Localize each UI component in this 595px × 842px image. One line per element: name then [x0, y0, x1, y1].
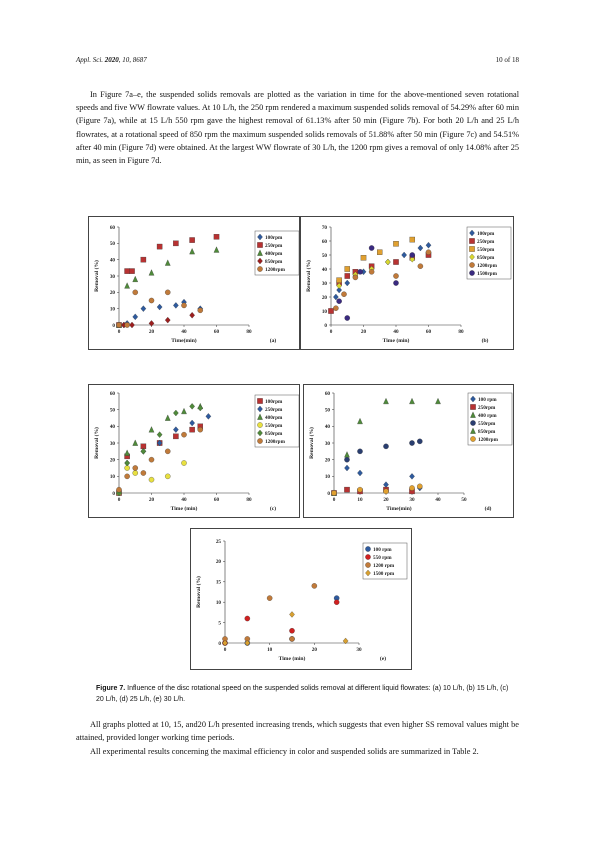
- y-tick-label: 60: [324, 390, 330, 397]
- data-point: [141, 257, 146, 262]
- data-point: [149, 477, 154, 482]
- legend-marker: [469, 270, 474, 275]
- y-tick-label: 0: [112, 322, 115, 329]
- legend-label: 250rpm: [265, 407, 283, 413]
- data-point: [173, 434, 178, 439]
- y-tick-label: 50: [109, 241, 115, 248]
- legend-label: 250rpm: [477, 239, 495, 245]
- page-number: 10 of 18: [495, 56, 519, 64]
- y-axis-label: Removal (%): [94, 427, 100, 459]
- x-tick-label: 20: [148, 497, 155, 503]
- data-point: [190, 403, 195, 409]
- legend-marker: [470, 436, 475, 441]
- y-tick-label: 40: [109, 424, 115, 431]
- data-point: [125, 450, 130, 456]
- body-paragraph-1: In Figure 7a–e, the suspended solids removals are plotted as the variation in time for the above-mentioned seven rotational speeds and five WW flowrate values. At 10 L/h, the 250 rpm rendered a maximum suspended solids removal of 54.29% after 60 min (Figure 7a), while at 15 L/h 550 rpm gave the highest removal of 61.13% after 50 min (Figure 7b). For both 20 L/h and 25 L/h flowrates, at a rotational speed of 850 rpm the maximum suspended solids removals of 51.88% after 50 min (Figure 7c) and 54.51% after 40 min (Figure 7d) were obtained. At the largest WW flowrate of 30 L/h, the 1200 rpm gives a removal of only 14.08% after 25 min, as seen in Figure 7d.: [76, 90, 519, 166]
- x-tick-label: 80: [246, 329, 252, 335]
- data-point: [393, 241, 398, 246]
- data-point: [337, 299, 342, 304]
- data-point: [190, 248, 195, 254]
- y-axis-label: Removal (%): [196, 576, 202, 608]
- legend-label: 250rpm: [265, 243, 283, 249]
- panel-label: (d): [484, 506, 492, 512]
- y-axis-label: Removal (%): [306, 260, 312, 292]
- legend-label: 1200rpm: [265, 267, 285, 273]
- y-tick-label: 10: [109, 474, 115, 481]
- data-point: [125, 322, 130, 327]
- x-tick-label: 20: [148, 329, 155, 335]
- y-tick-label: 50: [109, 407, 115, 414]
- legend-label: 850rpm: [477, 255, 495, 261]
- data-point: [190, 237, 195, 242]
- data-point: [357, 418, 362, 424]
- x-tick-label: 20: [383, 497, 389, 503]
- y-tick-label: 20: [109, 290, 115, 297]
- data-point: [409, 473, 414, 479]
- data-point: [369, 245, 374, 250]
- legend-label: 1500 rpm: [373, 571, 395, 577]
- data-point: [383, 482, 388, 488]
- data-point: [181, 303, 186, 308]
- data-point: [157, 304, 162, 310]
- x-axis-label: Time(min): [386, 506, 412, 512]
- x-tick-label: 60: [213, 329, 220, 335]
- y-tick-label: 0: [324, 322, 327, 329]
- data-point: [418, 264, 423, 269]
- data-point: [409, 440, 414, 445]
- data-point: [383, 398, 388, 404]
- data-point: [402, 252, 407, 258]
- legend-label: 1200 rpm: [373, 563, 395, 569]
- y-tick-label: 60: [109, 390, 115, 397]
- data-point: [133, 440, 138, 446]
- journal-volume: 10: [122, 56, 130, 64]
- data-point: [289, 636, 294, 641]
- y-tick-label: 10: [215, 600, 221, 606]
- y-tick-label: 10: [109, 306, 115, 313]
- y-tick-label: 60: [321, 238, 327, 245]
- data-point: [344, 452, 349, 458]
- data-point: [149, 298, 154, 303]
- data-point: [341, 292, 346, 297]
- x-tick-label: 0: [332, 497, 336, 503]
- legend-marker: [257, 242, 262, 247]
- legend-label: 100rpm: [265, 399, 283, 405]
- panel-label: (b): [481, 338, 489, 344]
- data-point: [417, 439, 422, 444]
- data-point: [125, 460, 130, 466]
- legend-marker: [469, 246, 474, 251]
- panel-label: (e): [379, 656, 387, 662]
- data-point: [361, 255, 366, 260]
- data-point: [198, 427, 203, 432]
- legend-label: 550rpm: [478, 421, 496, 427]
- data-point: [149, 427, 154, 433]
- legend-marker: [257, 266, 262, 271]
- data-point: [165, 290, 170, 295]
- x-tick-label: 0: [117, 497, 121, 503]
- legend-label: 850rpm: [265, 259, 283, 265]
- chart-b-svg: [301, 217, 513, 349]
- data-point: [149, 270, 154, 276]
- chart-panel-c: [88, 384, 300, 518]
- y-tick-label: 20: [215, 559, 221, 566]
- y-axis-label: Removal (%): [94, 260, 100, 292]
- data-point: [173, 410, 178, 416]
- chart-panel-a: [88, 216, 300, 350]
- data-point: [345, 273, 350, 278]
- legend-marker: [365, 554, 370, 559]
- data-point: [345, 266, 350, 271]
- data-point: [267, 596, 272, 601]
- data-point: [133, 290, 138, 295]
- legend-marker: [469, 262, 474, 267]
- legend-label: 550rpm: [477, 247, 495, 253]
- y-tick-label: 20: [324, 457, 330, 464]
- legend-label: 100rpm: [477, 231, 495, 237]
- data-point: [133, 314, 138, 320]
- y-tick-label: 30: [324, 440, 330, 447]
- x-axis-label: Time (min): [170, 506, 198, 512]
- data-point: [344, 465, 349, 471]
- data-point: [312, 583, 317, 588]
- data-point: [173, 427, 178, 433]
- data-point: [426, 250, 431, 255]
- legend-label: 400 rpm: [478, 413, 497, 419]
- data-point: [181, 408, 186, 414]
- data-point: [393, 259, 398, 264]
- y-tick-label: 25: [215, 538, 221, 545]
- data-point: [214, 247, 219, 253]
- data-point: [190, 420, 195, 426]
- legend-marker: [365, 546, 370, 551]
- data-point: [331, 490, 336, 495]
- x-tick-label: 0: [223, 647, 227, 653]
- x-tick-label: 40: [393, 329, 399, 335]
- chart-a-svg: [89, 217, 299, 349]
- x-tick-label: 30: [356, 647, 362, 653]
- data-point: [345, 315, 350, 320]
- y-tick-label: 40: [324, 424, 330, 431]
- data-point: [165, 260, 170, 266]
- x-tick-label: 80: [246, 497, 252, 503]
- data-point: [141, 448, 146, 454]
- y-tick-label: 10: [324, 474, 330, 481]
- data-point: [417, 484, 422, 489]
- legend-label: 400rpm: [265, 415, 283, 421]
- x-tick-label: 40: [435, 497, 441, 503]
- x-tick-label: 10: [357, 497, 363, 503]
- data-point: [409, 398, 414, 404]
- y-tick-label: 30: [321, 280, 327, 287]
- x-tick-label: 60: [213, 497, 220, 503]
- data-point: [383, 489, 388, 494]
- figure-caption-text: Influence of the disc rotational speed on the suspended solids removal at different liquid flowrates: (a) 10 L/h, (b) 15 L/h, (c) 20 L/h, (d) 25 L/h, (e) 30 L/h.: [96, 685, 509, 703]
- chart-panel-b: [300, 216, 514, 350]
- data-point: [116, 487, 121, 492]
- data-point: [149, 320, 154, 326]
- data-point: [157, 432, 162, 438]
- data-point: [125, 269, 130, 274]
- figure-caption: [96, 684, 516, 705]
- y-tick-label: 40: [321, 266, 327, 273]
- legend-label: 100rpm: [265, 235, 283, 241]
- legend-marker: [469, 238, 474, 243]
- panel-label: (a): [269, 338, 277, 344]
- data-point: [377, 250, 382, 255]
- data-point: [133, 470, 138, 475]
- body-paragraph-2: All graphs plotted at 10, 15, and20 L/h presented increasing trends, which suggests that even higher SS removal values might be attained, provided longer working time periods.: [76, 720, 519, 743]
- data-point: [328, 308, 333, 313]
- data-point: [198, 308, 203, 313]
- data-point: [385, 259, 390, 265]
- data-point: [173, 241, 178, 246]
- figure-label: Figure 7.: [96, 685, 126, 692]
- panel-label: (c): [269, 506, 277, 512]
- legend-marker: [257, 422, 262, 427]
- data-point: [333, 306, 338, 311]
- legend-label: 100 rpm: [373, 547, 392, 553]
- y-tick-label: 60: [109, 224, 115, 231]
- y-tick-label: 70: [321, 224, 327, 231]
- y-tick-label: 30: [109, 273, 115, 280]
- legend-label: 250rpm: [478, 405, 496, 411]
- data-point: [369, 269, 374, 274]
- data-point: [181, 460, 186, 465]
- y-tick-label: 5: [218, 620, 221, 627]
- data-point: [344, 457, 349, 462]
- data-point: [337, 278, 342, 283]
- y-tick-label: 20: [109, 457, 115, 464]
- data-point: [410, 237, 415, 242]
- x-tick-label: 20: [311, 647, 317, 653]
- data-point: [289, 628, 294, 633]
- x-tick-label: 30: [409, 497, 415, 503]
- chart-c-svg: [89, 385, 299, 517]
- x-tick-label: 80: [458, 329, 464, 335]
- data-point: [214, 234, 219, 239]
- data-point: [393, 273, 398, 278]
- data-point: [206, 413, 211, 419]
- data-point: [133, 276, 138, 282]
- x-tick-label: 0: [329, 329, 333, 335]
- body-paragraph-3: All experimental results concerning the maximal efficiency in color and suspended solids are summarized in Table 2.: [90, 747, 479, 756]
- data-point: [165, 415, 170, 421]
- x-tick-label: 40: [181, 497, 187, 503]
- legend-marker: [470, 420, 475, 425]
- data-point: [357, 470, 362, 476]
- data-point: [141, 306, 146, 312]
- data-point: [129, 269, 134, 274]
- x-tick-label: 10: [267, 647, 273, 653]
- x-axis-label: Time (min): [278, 656, 306, 662]
- y-tick-label: 50: [324, 407, 330, 414]
- legend-marker: [257, 398, 262, 403]
- y-tick-label: 20: [321, 294, 327, 301]
- data-point: [426, 242, 431, 248]
- data-point: [133, 465, 138, 470]
- y-tick-label: 15: [215, 579, 221, 586]
- chart-e-svg: [191, 529, 411, 669]
- journal-year: 2020: [104, 56, 119, 64]
- data-point: [173, 302, 178, 308]
- data-point: [116, 322, 121, 327]
- data-point: [289, 611, 294, 617]
- data-point: [409, 485, 414, 490]
- journal-name: Appl. Sci.: [76, 56, 104, 64]
- article-number: 8687: [132, 56, 147, 64]
- data-point: [418, 245, 423, 251]
- chart-panel-e: [190, 528, 412, 670]
- data-point: [149, 457, 154, 462]
- y-tick-label: 40: [109, 257, 115, 264]
- data-point: [165, 317, 170, 323]
- y-tick-label: 30: [109, 440, 115, 447]
- chart-d-svg: [304, 385, 513, 517]
- x-tick-label: 0: [117, 329, 121, 335]
- x-tick-label: 40: [181, 329, 187, 335]
- x-axis-label: Time(min): [171, 338, 197, 344]
- x-tick-label: 60: [425, 329, 432, 335]
- legend-label: 1200rpm: [265, 439, 285, 445]
- data-point: [245, 616, 250, 621]
- legend-label: 1500rpm: [477, 271, 497, 277]
- x-tick-label: 20: [360, 329, 367, 335]
- legend-label: 1200rpm: [477, 263, 497, 269]
- chart-panel-d: [303, 384, 514, 518]
- legend-label: 850rpm: [478, 429, 496, 435]
- y-tick-label: 10: [321, 308, 327, 315]
- y-axis-label: Removal (%): [309, 427, 315, 459]
- data-point: [190, 312, 195, 318]
- data-point: [357, 449, 362, 454]
- legend-label: 1200rpm: [478, 437, 498, 443]
- legend-label: 100 rpm: [478, 397, 497, 403]
- data-point: [383, 444, 388, 449]
- data-point: [165, 474, 170, 479]
- data-point: [141, 470, 146, 475]
- legend-marker: [470, 404, 475, 409]
- data-point: [157, 244, 162, 249]
- y-tick-label: 0: [112, 490, 115, 497]
- data-point: [165, 449, 170, 454]
- running-header: Appl. Sci. 2020, 10, 8687: [76, 56, 147, 64]
- y-tick-label: 50: [321, 252, 327, 259]
- data-point: [125, 474, 130, 479]
- data-point: [181, 432, 186, 437]
- legend-label: 850rpm: [265, 431, 283, 437]
- legend-label: 400rpm: [265, 251, 283, 257]
- x-axis-label: Time (min): [382, 338, 410, 344]
- data-point: [198, 405, 203, 411]
- legend-marker: [365, 562, 370, 567]
- data-point: [125, 283, 130, 289]
- data-point: [435, 398, 440, 404]
- x-tick-label: 50: [461, 497, 467, 503]
- data-point: [129, 322, 134, 328]
- data-point: [344, 487, 349, 492]
- y-tick-label: 0: [218, 640, 221, 647]
- legend-marker: [257, 438, 262, 443]
- data-point: [393, 280, 398, 285]
- data-point: [410, 252, 415, 257]
- data-point: [357, 487, 362, 492]
- data-point: [353, 275, 358, 280]
- data-point: [358, 269, 363, 274]
- legend-label: 550 rpm: [373, 555, 392, 561]
- data-point: [190, 427, 195, 432]
- legend-label: 550rpm: [265, 423, 283, 429]
- data-point: [345, 280, 350, 286]
- y-tick-label: 0: [327, 490, 330, 497]
- data-point: [334, 600, 339, 605]
